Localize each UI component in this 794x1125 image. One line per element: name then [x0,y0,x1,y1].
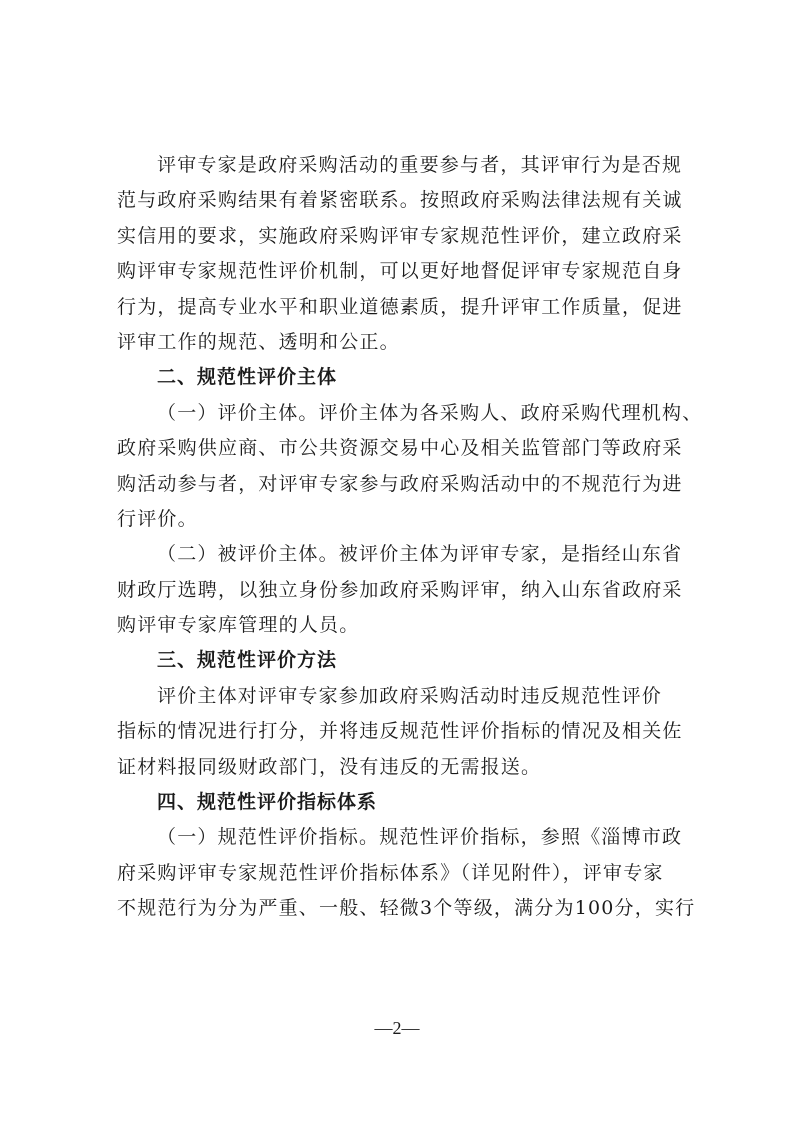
section-heading: 三、规范性评价方法 [157,649,338,672]
text-line: 财政厅选聘，以独立身份参加政府采购评审，纳入山东省政府采 [117,578,683,601]
text-line: 实信用的要求，实施政府采购评审专家规范性评价，建立政府采 [117,224,683,247]
page-number: —2— [374,1018,420,1038]
text-line: 府采购评审专家规范性评价指标体系》（详见附件），评审专家 [117,861,664,884]
text-line: 购活动参与者，对评审专家参与政府采购活动中的不规范行为进 [117,472,683,495]
text-line: 行为，提高专业水平和职业道德素质，提升评审工作质量，促进 [117,295,683,318]
text-line: （一）规范性评价指标。规范性评价指标，参照《淄博市政 [157,826,683,849]
text-line: 指标的情况进行打分，并将违反规范性评价指标的情况及相关佐 [117,720,683,743]
text-line: 证材料报同级财政部门，没有违反的无需报送。 [117,755,542,778]
text-line: 不规范行为分为严重、一般、轻微3个等级，满分为100分，实行 [117,897,696,920]
text-line: 范与政府采购结果有着紧密联系。按照政府采购法律法规有关诚 [117,189,683,212]
section-heading: 二、规范性评价主体 [157,366,338,389]
text-line: 评审专家是政府采购活动的重要参与者，其评审行为是否规 [157,154,683,176]
text-line: 购评审专家规范性评价机制，可以更好地督促评审专家规范自身 [117,260,683,283]
text-line: 行评价。 [117,507,198,530]
document-body [117,148,703,927]
text-line: （二）被评价主体。被评价主体为评审专家，是指经山东省 [157,543,683,566]
text-line: 政府采购供应商、市公共资源交易中心及相关监管部门等政府采 [117,437,683,460]
text-line: 购评审专家库管理的人员。 [117,614,360,637]
text-line: 评价主体对评审专家参加政府采购活动时违反规范性评价 [157,684,663,707]
section-heading: 四、规范性评价指标体系 [157,791,378,814]
text-line: 评审工作的规范、透明和公正。 [117,330,400,353]
text-line: （一）评价主体。评价主体为各采购人、政府采购代理机构、 [157,401,703,424]
